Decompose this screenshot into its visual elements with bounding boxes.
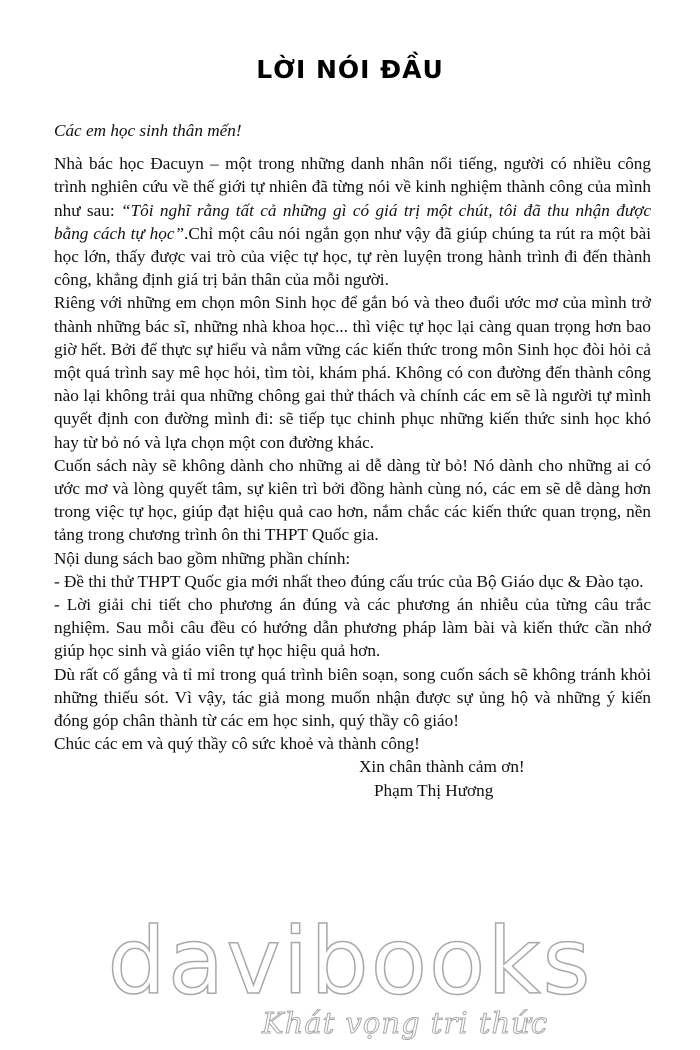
salutation: Các em học sinh thân mến! [54,121,242,140]
paragraph-darwin [54,152,651,291]
contents-item-exams: - Đề thi thử THPT Quốc gia mới nhất theo đúng cấu trúc của Bộ Giáo dục & Đào tạo. [54,571,644,591]
watermark-brand: davibooks [107,908,593,1015]
darwin-quote: “Tôi nghĩ rằng tất cả những gì có giá trị một chút, tôi đã thu nhận được bằng cách tự học” [54,200,651,243]
thanks-line: Xin chân thành cảm ơn! [359,757,525,777]
paragraph-book-purpose: Cuốn sách này sẽ không dành cho những ai dễ dàng từ bỏ! Nó dành cho những ai có ước mơ và lòng quyết tâm, sự kiên trì bởi đồng hành cùng nó, các em sẽ dễ dàng hơn trong việc tự học, giúp đạt hiệu quả cao hơn, nắm chắc các kiến thức quan trọng, nền tảng trong chương trình ôn thi THPT Quốc gia. [54,455,651,545]
paragraph-biology: Riêng với những em chọn môn Sinh học để gắn bó và theo đuổi ước mơ của mình trở thành những bác sĩ, những nhà khoa học... thì việc tự học lại càng quan trọng hơn bao giờ hết. Bởi để thực sự hiểu và nắm vững các kiến thức trong môn Sinh học đòi hỏi cả một quá trình say mê học hỏi, tìm tòi, khám phá. Không có con đường đến thành công nào lại không trải qua những chông gai thử thách và chính các em sẽ là người tự mình quyết định con đường mình đi: sẽ tiếp tục chinh phục những kiến thức sinh học khó hay từ bỏ nó và lựa chọn một con đường khác. [54,293,651,452]
page-title: LỜI NÓI ĐẦU [256,55,444,84]
paragraph-darwin-rest: .Chỉ một câu nói ngắn gọn như vậy đã giúp chúng ta rút ra một bài học lớn, thấy được vai trò của việc tự học, tự rèn luyện trong hành trình đi đến thành công, khẳng định giá trị bản thân của mỗi người. [54,223,651,290]
author-name: Phạm Thị Hương [374,780,494,800]
paragraph-feedback: Dù rất cố gắng và tỉ mỉ trong quá trình biên soạn, song cuốn sách sẽ không tránh khỏi những thiếu sót. Vì vậy, tác giả mong muốn nhận được sự ủng hộ và những ý kiến đóng góp chân thành từ các em học sinh, quý thầy cô giáo! [54,664,651,731]
paragraph-darwin-intro: Nhà bác học Đacuyn – một trong những danh nhân nổi tiếng, người có nhiều công trình nghiên cứu về thế giới tự nhiên đã từng nói về kinh nghiệm thành công của mình như sau: [54,154,651,220]
contents-intro: Nội dung sách bao gồm những phần chính: [54,548,351,568]
contents-item-solutions: - Lời giải chi tiết cho phương án đúng và các phương án nhiễu của từng câu trắc nghiệm. Sau mỗi câu đều có hướng dẫn phương pháp làm bài và kiến thức cần nhớ giúp học sinh và giáo viên tự học hiệu quả hơn. [54,595,651,661]
watermark-tagline: Khát vọng tri thức [262,1006,549,1040]
wishes: Chúc các em và quý thầy cô sức khoẻ và thành công! [54,734,420,754]
preface-body [54,119,651,802]
